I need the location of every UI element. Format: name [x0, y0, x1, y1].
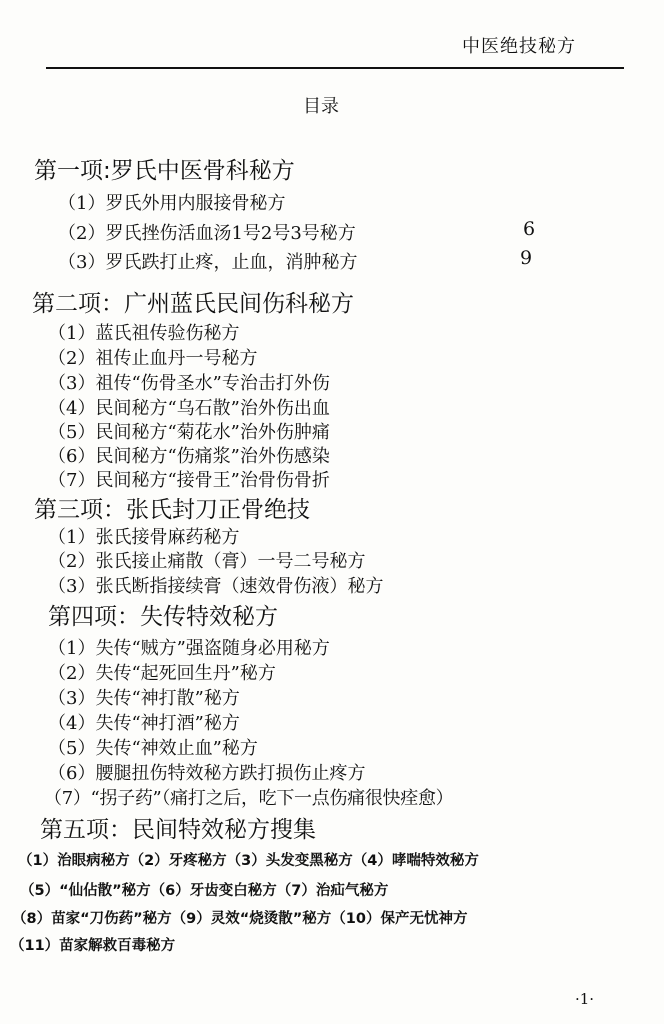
toc-entry: （6）民间秘方“伤痛浆”治外伤感染	[48, 446, 330, 467]
toc-entry-label: （3）罗氏跌打止疼，止血，消肿秘方	[58, 252, 358, 273]
toc-entry-label: （1）罗氏外用内服接骨秘方	[58, 193, 286, 214]
toc-entry: （1）失传“贼方”强盗随身必用秘方	[48, 638, 330, 659]
toc-entry: （3）失传“神打散”秘方	[48, 688, 240, 709]
book-title: 中医绝技秘方	[462, 36, 576, 57]
toc-entry-label: （2）罗氏挫伤活血汤1号2号3号秘方	[58, 223, 356, 244]
toc-entry: （6）腰腿扭伤特效秘方跌打损伤止疼方	[48, 763, 366, 784]
toc-entry: （3）张氏断指接续膏（速效骨伤液）秘方	[48, 576, 384, 597]
toc-entry	[58, 189, 285, 215]
misc-recipe-line: （11）苗家解救百毒秘方	[10, 938, 176, 954]
page-number: ·1·	[575, 990, 595, 1008]
toc-entry: （2）祖传止血丹一号秘方	[48, 348, 258, 369]
toc-page-number: 6	[523, 218, 536, 240]
toc-entry: （1）蓝氏祖传验伤秘方	[48, 323, 240, 344]
toc-entry: （3）祖传“伤骨圣水”专治击打外伤	[48, 373, 330, 394]
toc-title: 目录	[303, 96, 339, 117]
toc-entry: （4）民间秘方“乌石散”治外伤出血	[48, 398, 330, 419]
section-heading: 第四项：失传特效秘方	[48, 604, 278, 630]
toc-entry: （2）失传“起死回生丹”秘方	[48, 663, 276, 684]
section-heading: 第一项:罗氏中医骨科秘方	[34, 158, 295, 184]
misc-recipe-line: （5）“仙佔散”秘方（6）牙齿变白秘方（7）治疝气秘方	[20, 883, 389, 899]
toc-page-number: 9	[520, 247, 533, 269]
misc-recipe-line: （8）苗家“刀伤药”秘方（9）灵效“烧烫散”秘方（10）保产无忧神方	[12, 911, 468, 927]
toc-entry	[58, 248, 357, 274]
toc-entry: （2）张氏接止痛散（膏）一号二号秘方	[48, 551, 366, 572]
toc-entry: （4）失传“神打酒”秘方	[48, 713, 240, 734]
toc-entry: （7）“拐子药”（痛打之后，吃下一点伤痛很快痊愈）	[44, 788, 454, 809]
misc-recipe-line: （1）治眼病秘方（2）牙疼秘方（3）头发变黑秘方（4）哮喘特效秘方	[18, 853, 479, 869]
toc-entry: （1）张氏接骨麻药秘方	[48, 527, 240, 548]
toc-entry: （5）民间秘方“菊花水”治外伤肿痛	[48, 422, 330, 443]
header-rule	[46, 67, 624, 69]
section-heading: 第三项：张氏封刀正骨绝技	[34, 497, 310, 523]
section-heading: 第五项：民间特效秘方搜集	[40, 817, 316, 843]
toc-entry: （5）失传“神效止血”秘方	[48, 738, 258, 759]
toc-entry: （7）民间秘方“接骨王”治骨伤骨折	[48, 470, 330, 491]
section-heading: 第二项：广州蓝氏民间伤科秘方	[32, 291, 354, 317]
toc-entry	[58, 219, 356, 245]
